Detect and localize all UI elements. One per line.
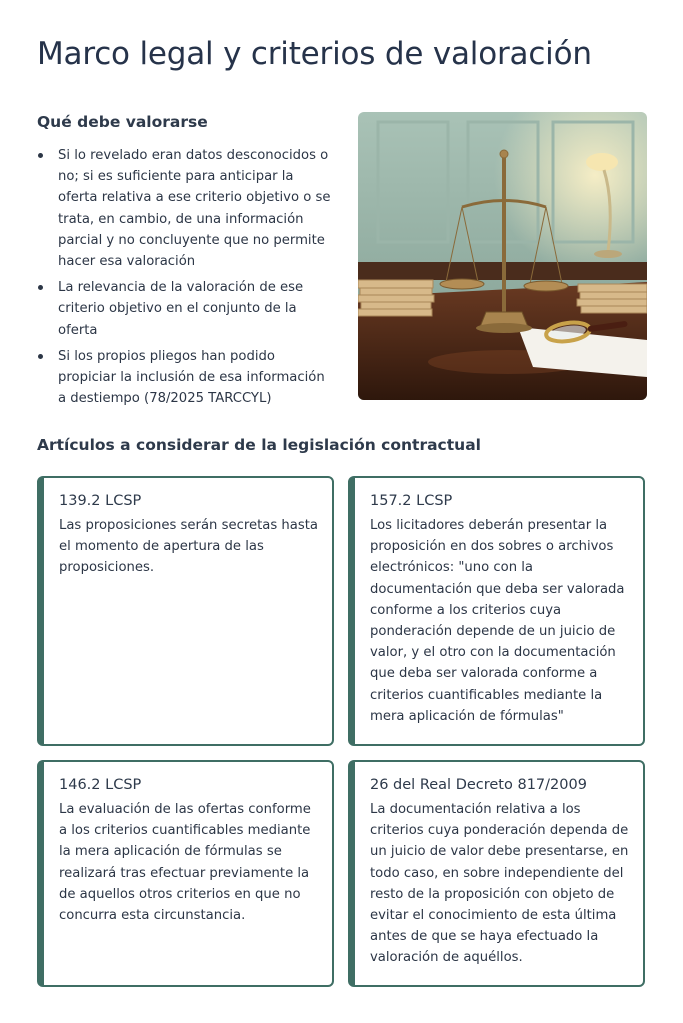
criteria-list bbox=[37, 145, 332, 414]
page-title: Marco legal y criterios de valoración bbox=[37, 36, 592, 72]
bullet-icon bbox=[38, 153, 43, 158]
card-text: Las proposiciones serán secretas hasta el momento de apertura de las proposiciones. bbox=[59, 518, 318, 576]
article-card-146-2 bbox=[37, 760, 334, 987]
article-card-157-2 bbox=[348, 476, 645, 746]
article-card-rd-817-2009 bbox=[348, 760, 645, 987]
justice-scale-illustration bbox=[358, 112, 647, 400]
article-card-139-2 bbox=[37, 476, 334, 746]
bullet-icon bbox=[38, 354, 43, 359]
card-text: La evaluación de las ofertas conforme a los criterios cuantificables mediante la mera aplicación de fórmulas se realizará tras efectuar previamente la de aquellos otros criterios en que no concurra esta circunstancia. bbox=[59, 802, 311, 924]
card-title: 139.2 LCSP bbox=[59, 493, 142, 509]
card-title: 146.2 LCSP bbox=[59, 777, 142, 793]
list-item-text: Si lo revelado eran datos desconocidos o no; si es suficiente para anticipar la oferta relativa a ese criterio objetivo o se trata, en cambio, de una información parcial y no concluyente que no permite hacer esa valoración bbox=[58, 148, 331, 270]
list-item-text: Si los propios pliegos han podido propiciar la inclusión de esa información a destiempo (78/2025 TARCCYL) bbox=[58, 348, 325, 407]
card-text: La documentación relativa a los criterios cuya ponderación dependa de un juicio de valor debe presentarse, en todo caso, en sobre independiente del resto de la proposición con objeto de evitar el conocimiento de esta última antes de que se haya efectuado la valoración de aquéllos. bbox=[370, 802, 629, 966]
bullet-icon bbox=[38, 285, 43, 290]
list-item bbox=[37, 277, 332, 341]
list-item-text: La relevancia de la valoración de ese criterio objetivo en el conjunto de la oferta bbox=[58, 280, 304, 338]
list-item bbox=[37, 145, 332, 272]
section-heading-que-debe-valorarse: Qué debe valorarse bbox=[37, 113, 208, 131]
card-title: 157.2 LCSP bbox=[370, 493, 453, 509]
card-text: Los licitadores deberán presentar la proposición en dos sobres o archivos electrónicos: "uno con la documentación que deba ser valorada conforme a los criterios cuya ponderación depende de un juicio de valor, y el otro con la documentación que deba ser valorada conforme a criterios cuantificables mediante la mera aplicación de fórmulas" bbox=[370, 518, 625, 724]
section-heading-articulos: Artículos a considerar de la legislación contractual bbox=[37, 436, 481, 454]
card-title: 26 del Real Decreto 817/2009 bbox=[370, 777, 587, 793]
justice-scale-photo bbox=[358, 112, 647, 400]
list-item bbox=[37, 346, 332, 410]
